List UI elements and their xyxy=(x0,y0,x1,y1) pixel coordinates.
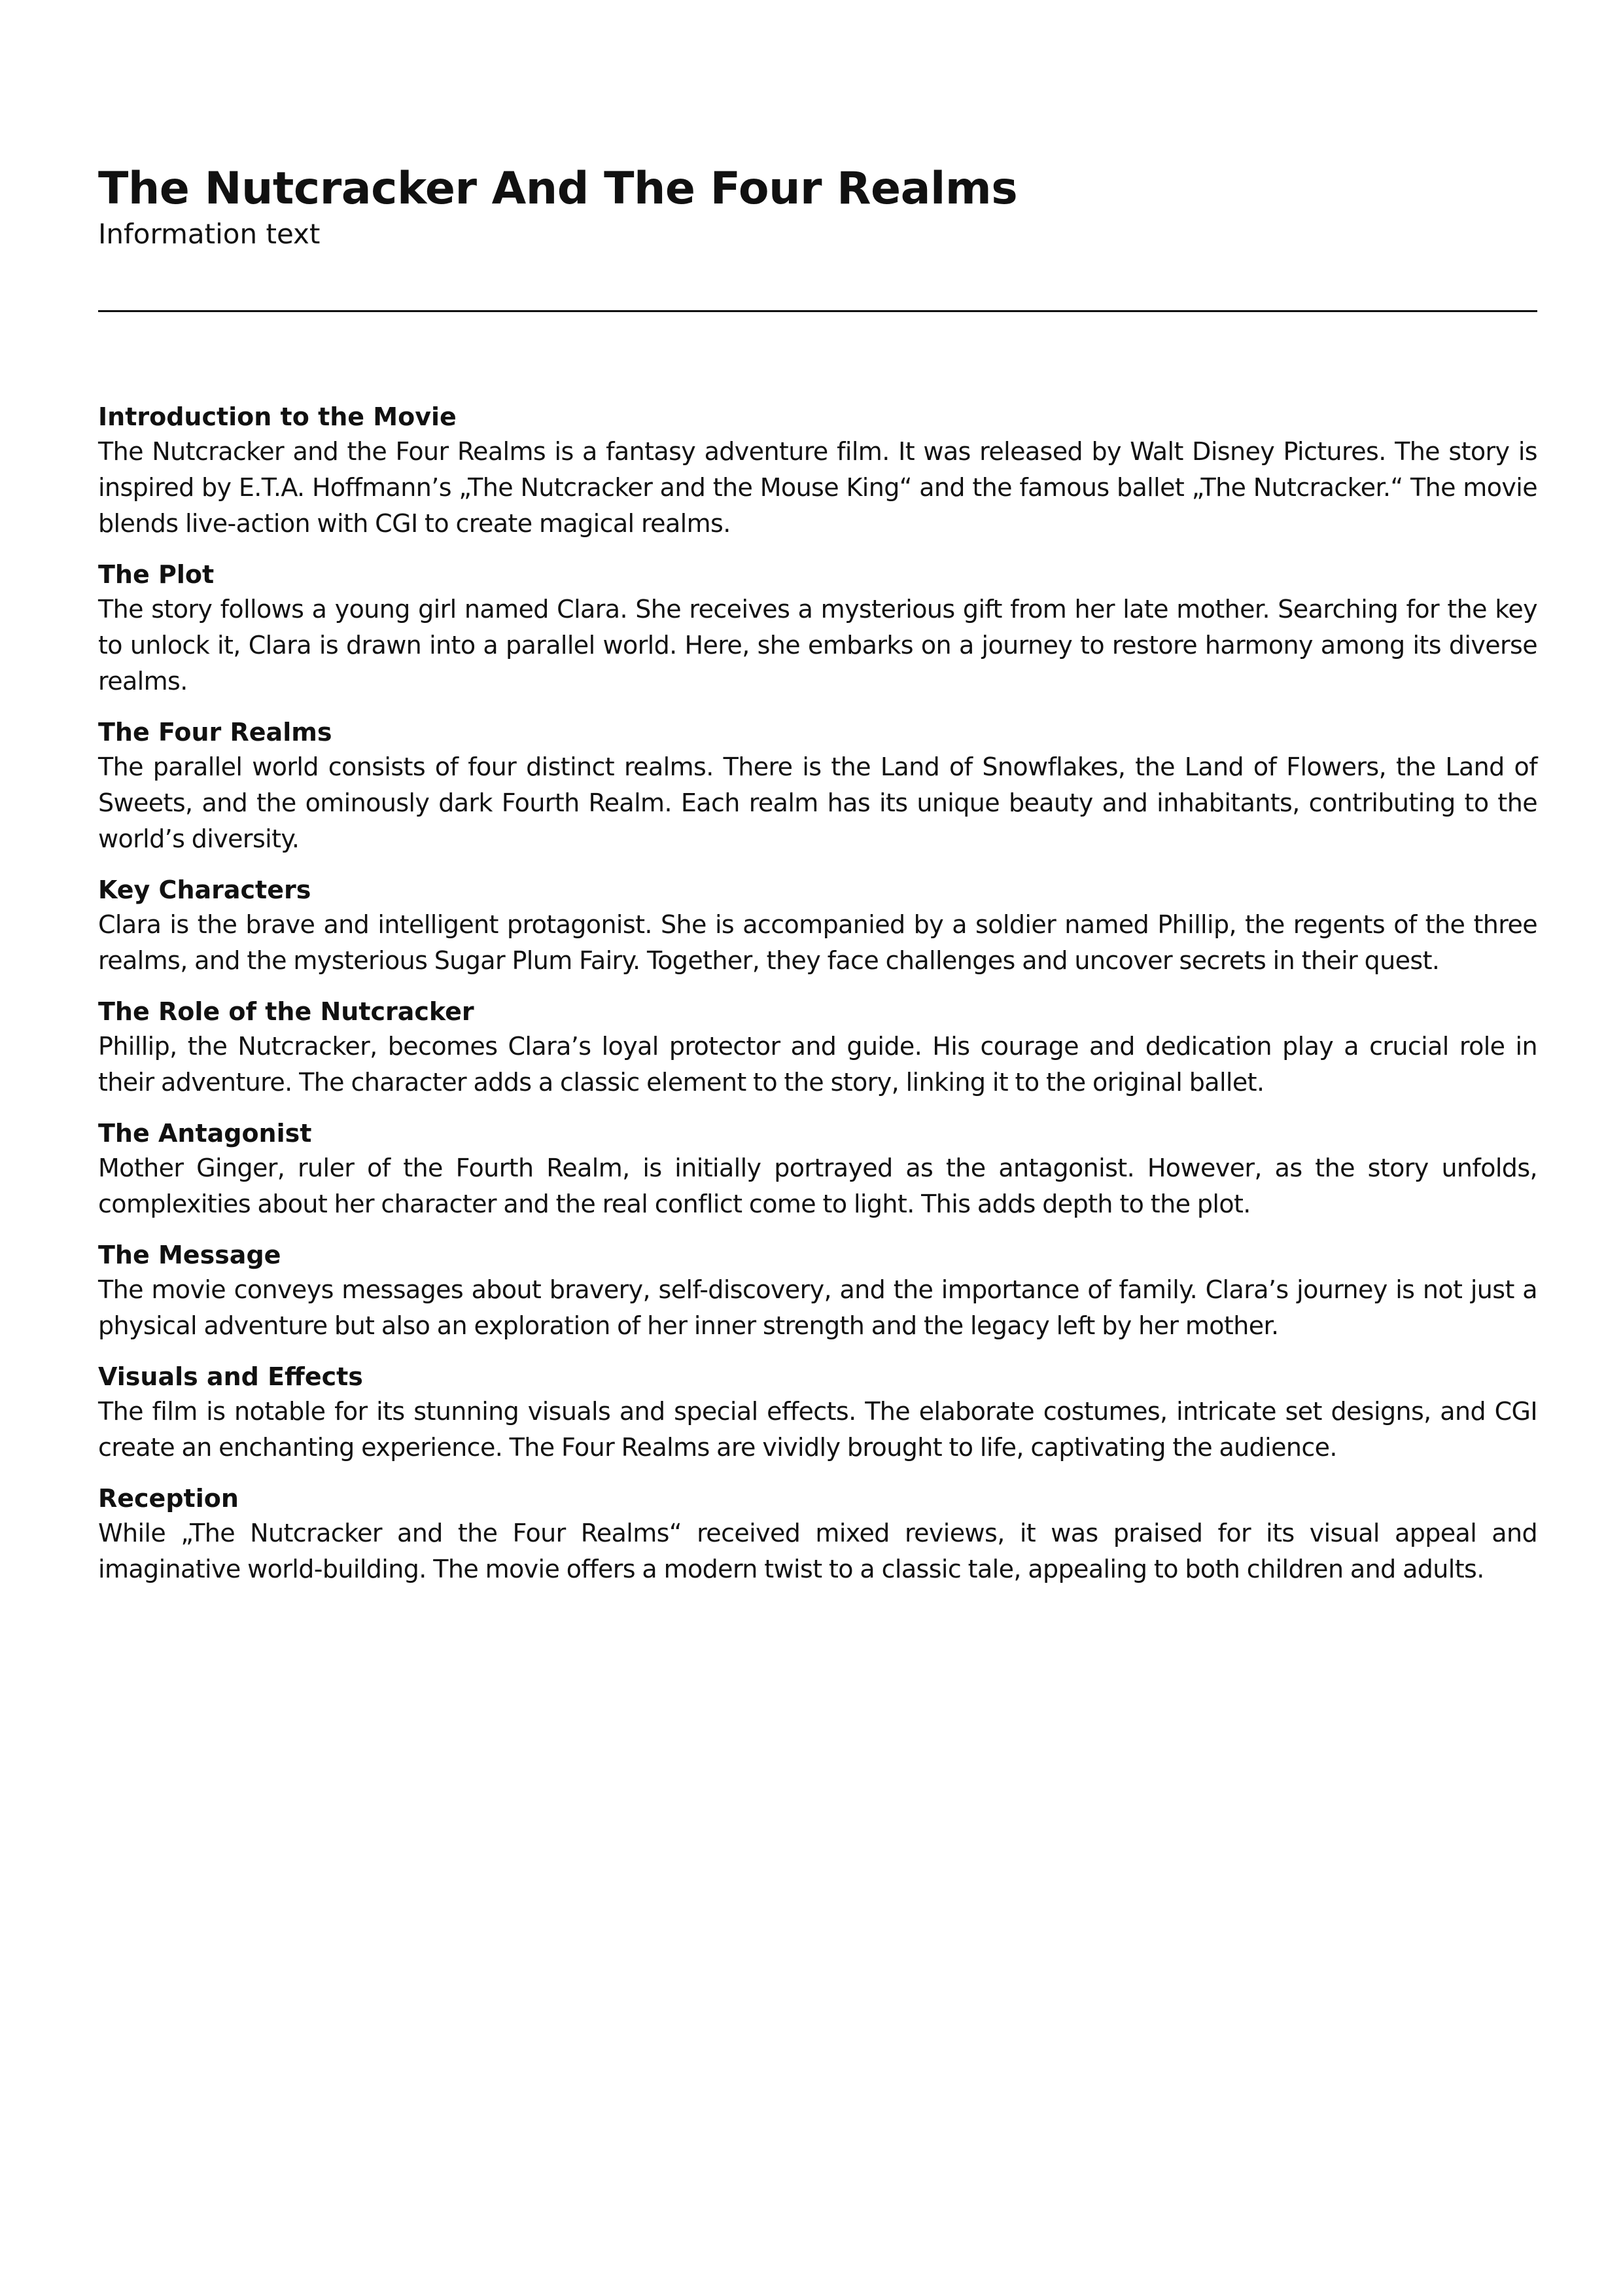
section-body: The parallel world consists of four distinct realms. There is the Land of Snowflakes, the Land of Flowers, the Land of Sweets, and the ominously dark Fourth Realm. Each realm has its unique beauty and inhabitants, contributing to the world’s diversity. xyxy=(98,752,1537,853)
section-heading: The Four Realms xyxy=(98,718,332,747)
header-divider xyxy=(98,310,1537,312)
section-antagonist xyxy=(98,1116,1537,1222)
section-body: Clara is the brave and intelligent protagonist. She is accompanied by a soldier named Phillip, the regents of the three realms, and the mysterious Sugar Plum Fairy. Together, they face challenges and uncover secrets in their quest. xyxy=(98,910,1537,975)
section-key-characters xyxy=(98,873,1537,979)
section-body: The film is notable for its stunning visuals and special effects. The elaborate costumes, intricate set designs, and CGI create an enchanting experience. The Four Realms are vividly brought to life, captivating the audience. xyxy=(98,1397,1537,1462)
section-body: Mother Ginger, ruler of the Fourth Realm, is initially portrayed as the antagonist. However, as the story unfolds, complexities about her character and the real conflict come to light. This adds depth to the plot. xyxy=(98,1154,1537,1218)
section-heading: The Plot xyxy=(98,560,215,589)
document-title: The Nutcracker And The Four Realms xyxy=(98,163,1018,215)
section-heading: The Role of the Nutcracker xyxy=(98,997,474,1026)
section-body: The Nutcracker and the Four Realms is a fantasy adventure film. It was released by Walt Disney Pictures. The story is inspired by E.T.A. Hoffmann’s „The Nutcracker and the Mouse King“ and the famous ballet „The Nutcracker.“ The movie blends live-action with CGI to create magical realms. xyxy=(98,437,1537,538)
section-heading: The Antagonist xyxy=(98,1119,312,1148)
section-heading: Key Characters xyxy=(98,875,311,904)
section-body: The movie conveys messages about bravery, self-discovery, and the importance of family. Clara’s journey is not just a physical adventure but also an exploration of her inner strength and the legacy left by her mother. xyxy=(98,1275,1537,1340)
section-body: The story follows a young girl named Clara. She receives a mysterious gift from her late mother. Searching for the key to unlock it, Clara is drawn into a parallel world. Here, she embarks on a journey to restore harmony among its diverse realms. xyxy=(98,595,1537,696)
section-heading: Reception xyxy=(98,1484,239,1513)
section-body: While „The Nutcracker and the Four Realms“ received mixed reviews, it was praised for its visual appeal and imaginative world-building. The movie offers a modern twist to a classic tale, appealing to both children and adults. xyxy=(98,1519,1537,1583)
section-introduction xyxy=(98,400,1537,542)
document-subtitle: Information text xyxy=(98,218,321,250)
section-role-of-nutcracker xyxy=(98,995,1537,1101)
section-message xyxy=(98,1238,1537,1344)
document-content xyxy=(98,400,1537,1603)
section-plot xyxy=(98,557,1537,699)
section-body: Phillip, the Nutcracker, becomes Clara’s loyal protector and guide. His courage and dedication play a crucial role in their adventure. The character adds a classic element to the story, linking it to the original ballet. xyxy=(98,1032,1537,1097)
section-four-realms xyxy=(98,715,1537,857)
section-reception xyxy=(98,1481,1537,1587)
section-heading: Introduction to the Movie xyxy=(98,402,457,431)
document-page xyxy=(98,162,1537,1583)
section-visuals-effects xyxy=(98,1360,1537,1466)
section-heading: Visuals and Effects xyxy=(98,1362,363,1391)
section-heading: The Message xyxy=(98,1241,281,1269)
